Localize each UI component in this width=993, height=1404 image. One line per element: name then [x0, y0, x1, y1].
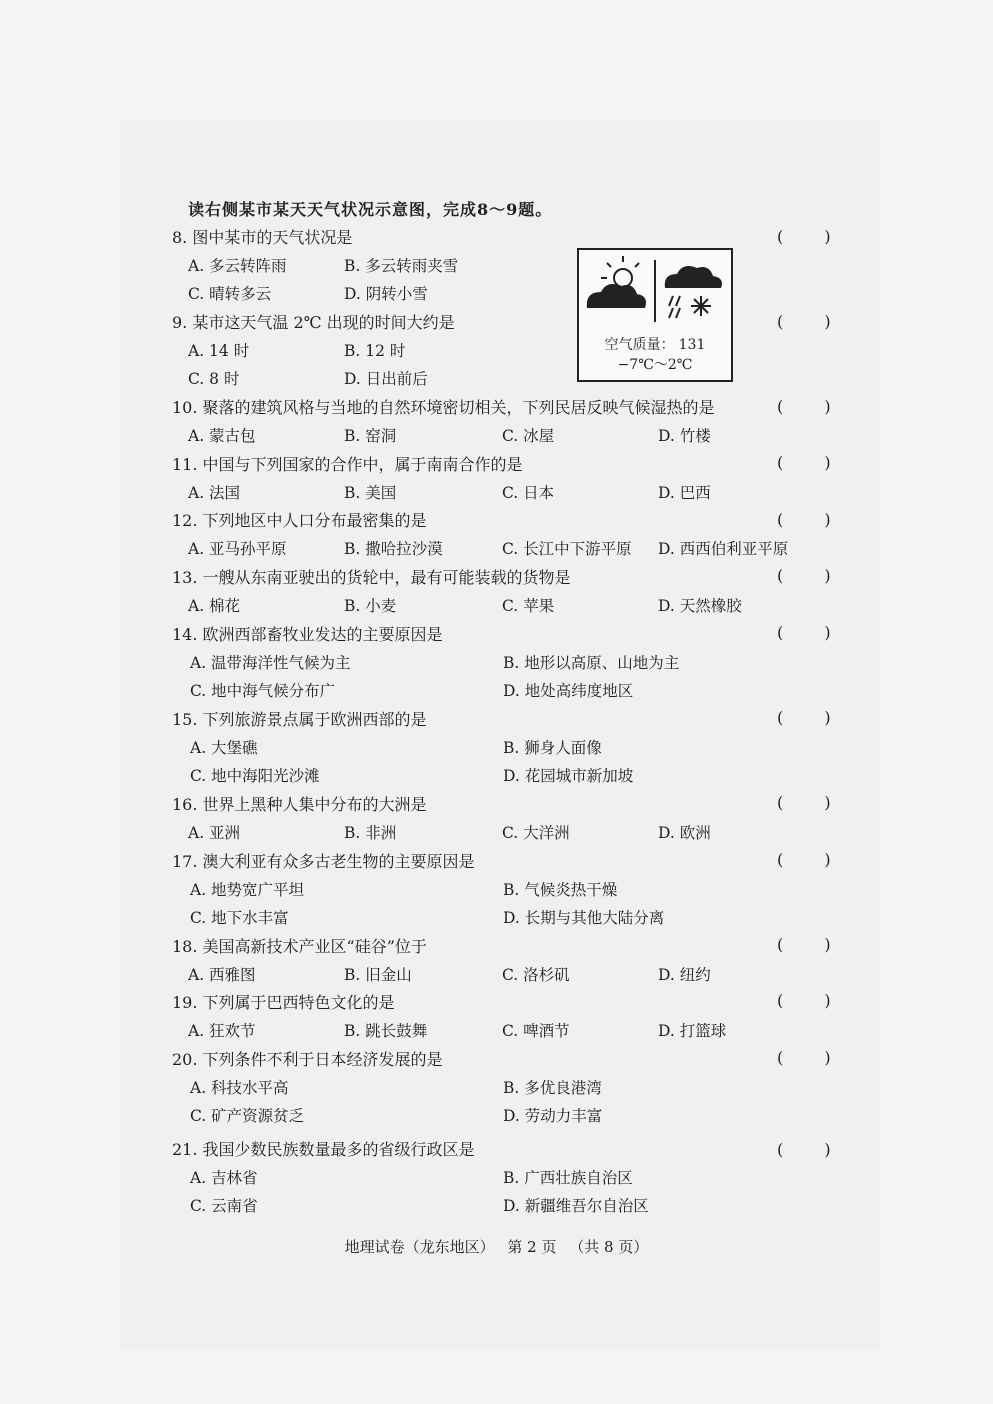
temperature-range: −7℃～2℃ [617, 357, 693, 373]
answer-option[interactable]: B. 美国 [344, 484, 397, 502]
answer-option[interactable]: A. 地势宽广平坦 [190, 881, 305, 899]
answer-option[interactable]: C. 云南省 [190, 1197, 258, 1215]
answer-option[interactable]: C. 8 时 [188, 370, 240, 388]
answer-option[interactable]: C. 矿产资源贫乏 [190, 1107, 305, 1125]
intro-instruction: 读右侧某市某天天气状况示意图，完成8～9题。 [188, 200, 553, 219]
answer-option[interactable]: A. 科技水平高 [190, 1079, 289, 1097]
question-stem: 12. 下列地区中人口分布最密集的是 [172, 511, 427, 530]
question-stem: 14. 欧洲西部畜牧业发达的主要原因是 [172, 625, 443, 644]
answer-option[interactable]: D. 天然橡胶 [658, 597, 742, 615]
question-stem: 13. 一艘从东南亚驶出的货轮中，最有可能装载的货物是 [172, 568, 571, 587]
answer-bracket[interactable]: ( ) [777, 793, 849, 812]
answer-bracket[interactable]: ( ) [777, 312, 849, 331]
partly-cloudy-icon [587, 256, 646, 308]
answer-bracket[interactable]: ( ) [777, 566, 849, 585]
weather-icons [579, 250, 731, 330]
answer-option[interactable]: B. 窑洞 [344, 427, 397, 445]
answer-option[interactable]: C. 洛杉矶 [502, 966, 570, 984]
answer-option[interactable]: B. 12 时 [344, 342, 406, 360]
answer-option[interactable]: C. 地下水丰富 [190, 909, 289, 927]
answer-option[interactable]: C. 长江中下游平原 [502, 540, 632, 558]
question-stem: 21. 我国少数民族数量最多的省级行政区是 [172, 1140, 475, 1159]
answer-option[interactable]: D. 纽约 [658, 966, 711, 984]
answer-option[interactable]: A. 亚马孙平原 [188, 540, 287, 558]
answer-bracket[interactable]: ( ) [777, 935, 849, 954]
answer-option[interactable]: C. 大洋洲 [502, 824, 570, 842]
answer-option[interactable]: B. 气候炎热干燥 [503, 881, 618, 899]
answer-option[interactable]: B. 跳长鼓舞 [344, 1022, 428, 1040]
answer-option[interactable]: B. 多优良港湾 [503, 1079, 602, 1097]
rain-snow-icon [665, 266, 722, 318]
answer-option[interactable]: A. 14 时 [188, 342, 250, 360]
answer-bracket[interactable]: ( ) [777, 708, 849, 727]
answer-option[interactable]: D. 地处高纬度地区 [503, 682, 634, 700]
answer-option[interactable]: C. 日本 [502, 484, 555, 502]
answer-bracket[interactable]: ( ) [777, 510, 849, 529]
question-stem: 19. 下列属于巴西特色文化的是 [172, 993, 395, 1012]
answer-option[interactable]: C. 地中海气候分布广 [190, 682, 336, 700]
answer-option[interactable]: D. 竹楼 [658, 427, 711, 445]
footer-page: 第 2 页 [507, 1238, 557, 1256]
answer-bracket[interactable]: ( ) [777, 397, 849, 416]
question-stem: 15. 下列旅游景点属于欧洲西部的是 [172, 710, 427, 729]
answer-option[interactable]: D. 日出前后 [344, 370, 428, 388]
answer-option[interactable]: A. 蒙古包 [188, 427, 256, 445]
answer-option[interactable]: B. 广西壮族自治区 [503, 1169, 633, 1187]
answer-option[interactable]: C. 苹果 [502, 597, 555, 615]
answer-option[interactable]: C. 地中海阳光沙滩 [190, 767, 320, 785]
answer-option[interactable]: A. 狂欢节 [188, 1022, 256, 1040]
answer-option[interactable]: B. 旧金山 [344, 966, 412, 984]
answer-option[interactable]: B. 地形以高原、山地为主 [503, 654, 680, 672]
answer-option[interactable]: D. 阴转小雪 [344, 285, 428, 303]
question-stem: 9. 某市这天气温 2℃ 出现的时间大约是 [172, 313, 455, 332]
question-stem: 8. 图中某市的天气状况是 [172, 228, 353, 247]
answer-bracket[interactable]: ( ) [777, 227, 849, 246]
paper-background [120, 120, 880, 1350]
answer-option[interactable]: D. 西西伯利亚平原 [658, 540, 789, 558]
air-quality [579, 334, 731, 354]
answer-option[interactable]: D. 新疆维吾尔自治区 [503, 1197, 649, 1215]
question-stem: 17. 澳大利亚有众多古老生物的主要原因是 [172, 852, 475, 871]
answer-option[interactable]: C. 晴转多云 [188, 285, 272, 303]
answer-option[interactable]: A. 亚洲 [188, 824, 241, 842]
answer-option[interactable]: D. 长期与其他大陆分离 [503, 909, 665, 927]
answer-option[interactable]: A. 西雅图 [188, 966, 256, 984]
answer-bracket[interactable]: ( ) [777, 1140, 849, 1159]
answer-bracket[interactable]: ( ) [777, 991, 849, 1010]
answer-option[interactable]: D. 打篮球 [658, 1022, 727, 1040]
answer-option[interactable]: C. 啤酒节 [502, 1022, 570, 1040]
answer-option[interactable]: B. 小麦 [344, 597, 397, 615]
answer-option[interactable]: C. 冰屋 [502, 427, 555, 445]
answer-option[interactable]: A. 法国 [188, 484, 241, 502]
answer-option[interactable]: D. 劳动力丰富 [503, 1107, 603, 1125]
air-quality-value: 131 [678, 337, 706, 353]
air-quality-label: 空气质量： [604, 337, 675, 353]
answer-option[interactable]: A. 温带海洋性气候为主 [190, 654, 351, 672]
footer-total: （共 8 页） [569, 1238, 649, 1256]
question-stem: 16. 世界上黑种人集中分布的大洲是 [172, 795, 427, 814]
page-footer [0, 1236, 993, 1257]
answer-bracket[interactable]: ( ) [777, 453, 849, 472]
weather-diagram [577, 248, 733, 382]
answer-option[interactable]: D. 花园城市新加坡 [503, 767, 634, 785]
answer-option[interactable]: A. 多云转阵雨 [188, 257, 287, 275]
answer-option[interactable]: A. 大堡礁 [190, 739, 258, 757]
question-stem: 20. 下列条件不利于日本经济发展的是 [172, 1050, 443, 1069]
answer-bracket[interactable]: ( ) [777, 1048, 849, 1067]
answer-option[interactable]: A. 吉林省 [190, 1169, 258, 1187]
answer-bracket[interactable]: ( ) [777, 623, 849, 642]
answer-option[interactable]: D. 欧洲 [658, 824, 711, 842]
answer-option[interactable]: B. 撒哈拉沙漠 [344, 540, 443, 558]
answer-option[interactable]: B. 狮身人面像 [503, 739, 602, 757]
answer-option[interactable]: D. 巴西 [658, 484, 711, 502]
question-stem: 18. 美国高新技术产业区“硅谷”位于 [172, 937, 427, 956]
answer-bracket[interactable]: ( ) [777, 850, 849, 869]
question-stem: 10. 聚落的建筑风格与当地的自然环境密切相关，下列民居反映气候湿热的是 [172, 398, 715, 417]
footer-title: 地理试卷（龙东地区） [344, 1238, 495, 1256]
answer-option[interactable]: B. 多云转雨夹雪 [344, 257, 459, 275]
question-stem: 11. 中国与下列国家的合作中，属于南南合作的是 [172, 455, 523, 474]
answer-option[interactable]: A. 棉花 [188, 597, 241, 615]
answer-option[interactable]: B. 非洲 [344, 824, 397, 842]
